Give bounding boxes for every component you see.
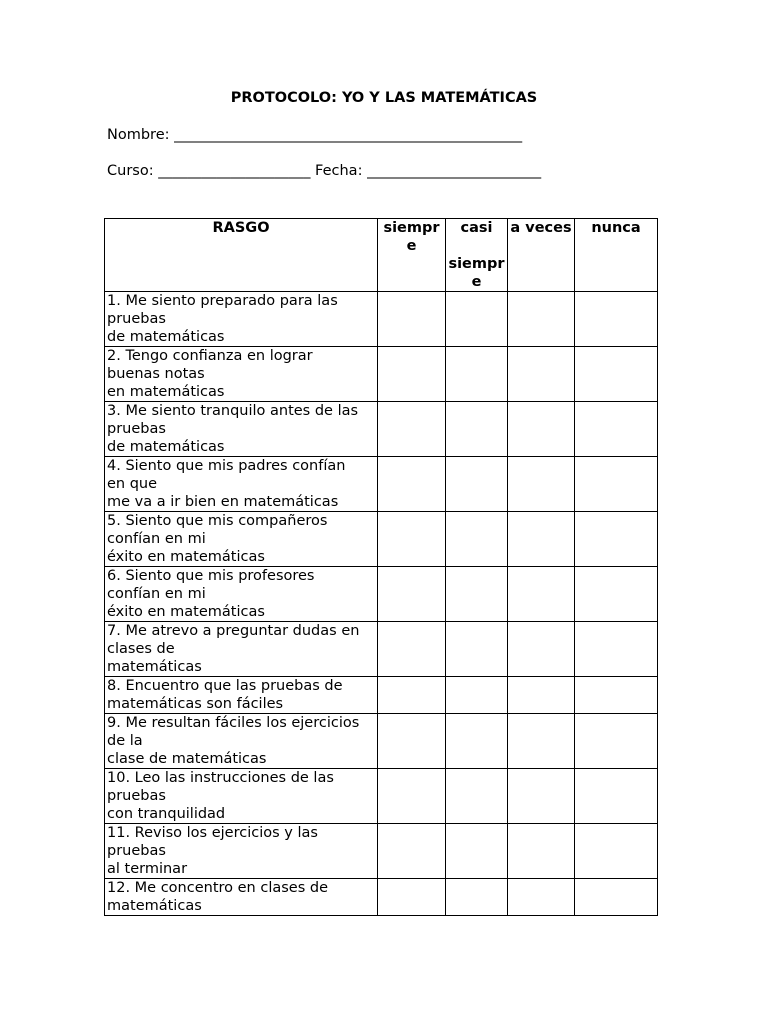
answer-cell-a-veces[interactable] <box>508 769 575 824</box>
answer-cell-a-veces[interactable] <box>508 347 575 402</box>
answer-cell-siempre[interactable] <box>378 457 446 512</box>
rasgo-cell: 8. Encuentro que las pruebas de matemáticas son fáciles <box>105 677 378 714</box>
table-row <box>105 567 658 622</box>
answer-cell-a-veces[interactable] <box>508 457 575 512</box>
header-casi-siempre: casi siempr e <box>446 219 508 292</box>
rasgo-cell: 9. Me resultan fáciles los ejercicios de la clase de matemáticas <box>105 714 378 769</box>
table-row <box>105 824 658 879</box>
answer-cell-a-veces[interactable] <box>508 714 575 769</box>
answer-cell-siempre[interactable] <box>378 347 446 402</box>
rasgo-cell: 6. Siento que mis profesores confían en mi éxito en matemáticas <box>105 567 378 622</box>
rasgo-cell: 1. Me siento preparado para las pruebas de matemáticas <box>105 292 378 347</box>
rasgo-cell: 12. Me concentro en clases de matemáticas <box>105 879 378 916</box>
header-nunca: nunca <box>575 219 658 292</box>
rasgo-cell: 5. Siento que mis compañeros confían en mi éxito en matemáticas <box>105 512 378 567</box>
answer-cell-casi-siempre[interactable] <box>446 512 508 567</box>
answer-cell-siempre[interactable] <box>378 512 446 567</box>
table-row <box>105 292 658 347</box>
answer-cell-a-veces[interactable] <box>508 402 575 457</box>
header-rasgo: RASGO <box>105 219 378 292</box>
table-row <box>105 457 658 512</box>
answer-cell-a-veces[interactable] <box>508 567 575 622</box>
table-row <box>105 512 658 567</box>
rasgo-cell: 11. Reviso los ejercicios y las pruebas al terminar <box>105 824 378 879</box>
rasgo-cell: 3. Me siento tranquilo antes de las pruebas de matemáticas <box>105 402 378 457</box>
answer-cell-nunca[interactable] <box>575 457 658 512</box>
answer-cell-nunca[interactable] <box>575 402 658 457</box>
curso-fecha-field-line: Curso: _____________________ Fecha: ________________________ <box>107 163 542 179</box>
answer-cell-a-veces[interactable] <box>508 879 575 916</box>
table-row <box>105 347 658 402</box>
answer-cell-casi-siempre[interactable] <box>446 622 508 677</box>
table-header-row <box>105 219 658 292</box>
answer-cell-a-veces[interactable] <box>508 292 575 347</box>
answer-cell-nunca[interactable] <box>575 567 658 622</box>
answer-cell-nunca[interactable] <box>575 292 658 347</box>
answer-cell-siempre[interactable] <box>378 879 446 916</box>
table-row <box>105 879 658 916</box>
answer-cell-a-veces[interactable] <box>508 677 575 714</box>
answer-cell-siempre[interactable] <box>378 402 446 457</box>
rasgo-cell: 4. Siento que mis padres confían en que me va a ir bien en matemáticas <box>105 457 378 512</box>
table-row <box>105 622 658 677</box>
answer-cell-casi-siempre[interactable] <box>446 402 508 457</box>
answer-cell-siempre[interactable] <box>378 292 446 347</box>
table-row <box>105 402 658 457</box>
answer-cell-casi-siempre[interactable] <box>446 879 508 916</box>
table-row <box>105 677 658 714</box>
header-a-veces: a veces <box>508 219 575 292</box>
answer-cell-nunca[interactable] <box>575 714 658 769</box>
answer-cell-casi-siempre[interactable] <box>446 347 508 402</box>
answer-cell-casi-siempre[interactable] <box>446 292 508 347</box>
answer-cell-nunca[interactable] <box>575 347 658 402</box>
answer-cell-casi-siempre[interactable] <box>446 824 508 879</box>
answer-cell-casi-siempre[interactable] <box>446 567 508 622</box>
answer-cell-siempre[interactable] <box>378 824 446 879</box>
answer-cell-siempre[interactable] <box>378 567 446 622</box>
answer-cell-nunca[interactable] <box>575 824 658 879</box>
answer-cell-siempre[interactable] <box>378 714 446 769</box>
answer-cell-siempre[interactable] <box>378 677 446 714</box>
answer-cell-a-veces[interactable] <box>508 512 575 567</box>
answer-cell-siempre[interactable] <box>378 622 446 677</box>
answer-cell-nunca[interactable] <box>575 512 658 567</box>
table-row <box>105 769 658 824</box>
header-siempre: siempr e <box>378 219 446 292</box>
answer-cell-casi-siempre[interactable] <box>446 677 508 714</box>
answer-cell-casi-siempre[interactable] <box>446 714 508 769</box>
nombre-field-line: Nombre: ________________________________________________ <box>107 127 523 143</box>
page-title: PROTOCOLO: YO Y LAS MATEMÁTICAS <box>230 90 538 106</box>
table-row <box>105 714 658 769</box>
rasgo-cell: 7. Me atrevo a preguntar dudas en clases de matemáticas <box>105 622 378 677</box>
answer-cell-nunca[interactable] <box>575 879 658 916</box>
answer-cell-a-veces[interactable] <box>508 824 575 879</box>
rasgo-cell: 2. Tengo confianza en lograr buenas notas en matemáticas <box>105 347 378 402</box>
answer-cell-a-veces[interactable] <box>508 622 575 677</box>
answer-cell-nunca[interactable] <box>575 769 658 824</box>
answer-cell-casi-siempre[interactable] <box>446 457 508 512</box>
rasgo-cell: 10. Leo las instrucciones de las pruebas con tranquilidad <box>105 769 378 824</box>
answer-cell-nunca[interactable] <box>575 622 658 677</box>
answer-cell-siempre[interactable] <box>378 769 446 824</box>
answer-cell-casi-siempre[interactable] <box>446 769 508 824</box>
survey-table <box>104 218 658 916</box>
answer-cell-nunca[interactable] <box>575 677 658 714</box>
